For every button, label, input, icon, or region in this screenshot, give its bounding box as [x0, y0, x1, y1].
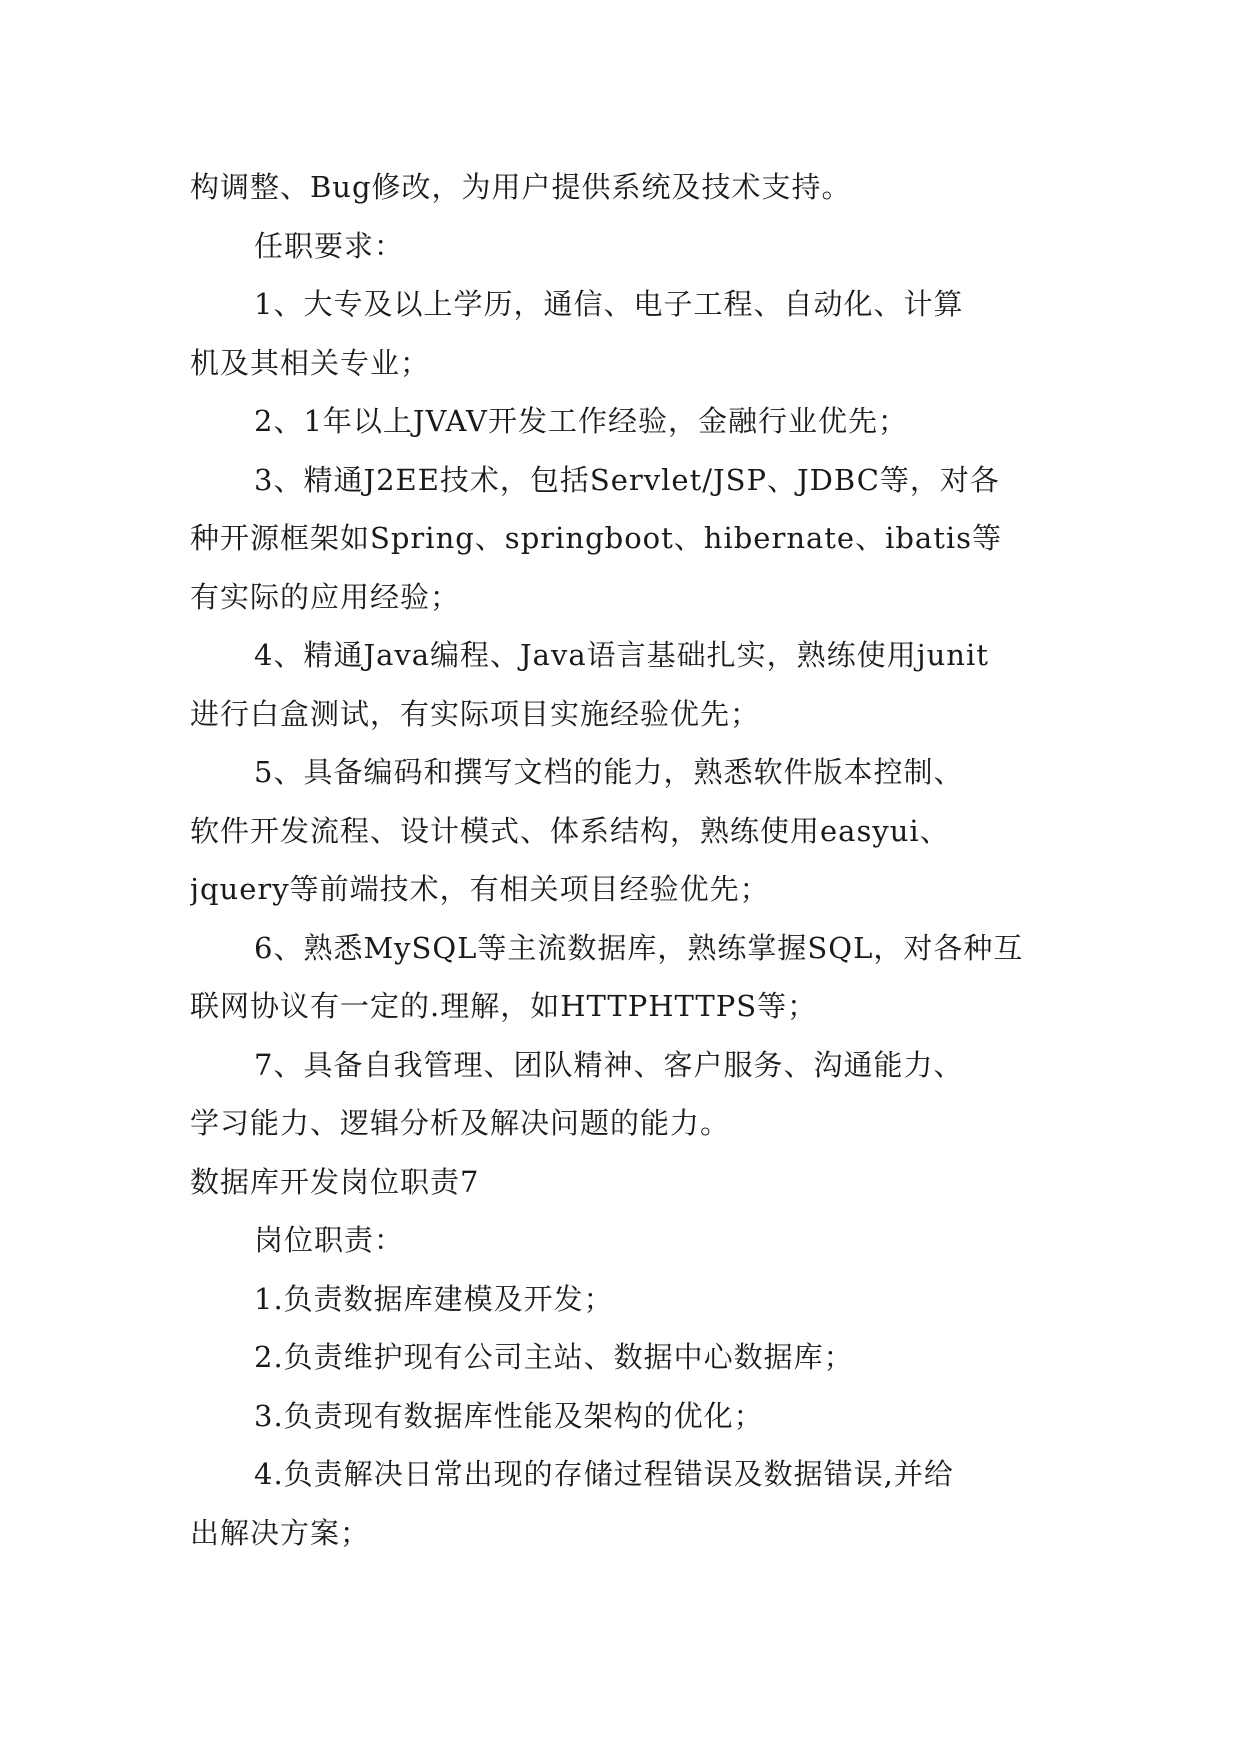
text-line: 7、具备自我管理、团队精神、客户服务、沟通能力、 [254, 1047, 964, 1082]
text-line: 1.负责数据库建模及开发； [254, 1281, 614, 1316]
section-heading-duties: 岗位职责： [254, 1223, 405, 1257]
text-line: 3、精通J2EE技术，包括Servlet/JSP、JDBC等，对各 [254, 462, 1000, 497]
text-line: 进行白盒测试，有实际项目实施经验优先； [190, 696, 761, 731]
text-line: 构调整、Bug修改，为用户提供系统及技术支持。 [190, 170, 852, 204]
text-line: 种开源框架如Spring、springboot、hibernate、ibatis等 [190, 521, 1003, 555]
section-title: 数据库开发岗位职责7 [190, 1164, 480, 1199]
text-line: 4、精通Java编程、Java语言基础扎实，熟练使用junit [254, 638, 989, 672]
text-line: 5、具备编码和撰写文档的能力，熟悉软件版本控制、 [254, 755, 964, 789]
text-line: 联网协议有一定的.理解，如HTTPHTTPS等； [190, 989, 818, 1023]
text-line: 学习能力、逻辑分析及解决问题的能力。 [190, 1106, 731, 1140]
text-line: 3.负责现有数据库性能及架构的优化； [254, 1398, 764, 1433]
text-line: 机及其相关专业； [190, 345, 431, 380]
document-body [190, 158, 1050, 1562]
text-line: 2.负责维护现有公司主站、数据中心数据库； [254, 1340, 854, 1374]
text-line: 出解决方案； [190, 1515, 371, 1550]
text-line: 2、1年以上JVAV开发工作经验，金融行业优先； [254, 404, 908, 438]
text-line: 有实际的应用经验； [190, 579, 461, 614]
text-line: 软件开发流程、设计模式、体系结构，熟练使用easyui、 [190, 813, 950, 848]
text-line: 6、熟悉MySQL等主流数据库，熟练掌握SQL，对各种互 [254, 930, 1024, 965]
text-line: 1、大专及以上学历，通信、电子工程、自动化、计算 [254, 287, 964, 321]
text-line: 4.负责解决日常出现的存储过程错误及数据错误,并给 [254, 1457, 954, 1491]
section-heading-requirements: 任职要求： [254, 228, 405, 263]
text-line: jquery等前端技术，有相关项目经验优先； [190, 872, 770, 906]
